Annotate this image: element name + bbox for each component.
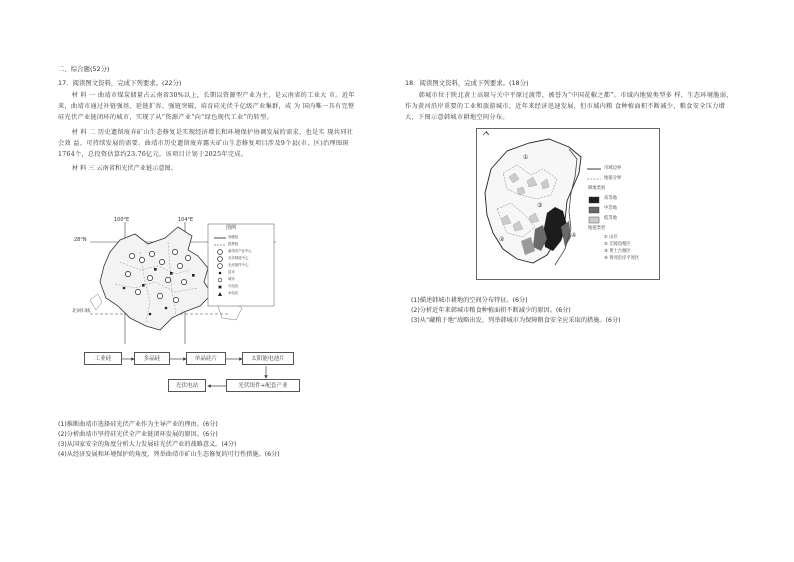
legend-item: 光伏组件中心	[228, 263, 249, 267]
q17-subq-2: (2)分析曲靖市坚持硅光伏全产业链闭环发展的原因。(6分)	[58, 430, 218, 438]
q18-heading: 18．阅读图文资料，完成下列要求。(18分)	[405, 79, 529, 87]
map-tropic-label: 北回归线	[72, 309, 91, 314]
question-17-column	[58, 64, 358, 175]
svg-text:③: ③	[537, 202, 543, 209]
q17-material-1: 材 料 一 曲靖市煤炭储量占云南省30%以上，长期以资源型产业为主，是云南省的工业大 市。近年来，曲靖市通过补链强基、延链扩容、强链突破，培育硅光伏千亿级产业集群，成 为 国内唯一具有完整硅光伏产业链闭环的城市，实现了从“资源产业”向“绿色现代工业”的转型。	[58, 92, 355, 122]
legend-landform-title: 地貌类型	[588, 226, 606, 231]
q17-sub-questions	[58, 420, 358, 460]
legend-landform-2: ② 丘陵沟壑区	[604, 242, 631, 247]
svg-text:②: ②	[499, 236, 505, 243]
flow-polysilicon: 多晶硅	[134, 352, 170, 365]
flow-pv-module: 光伏组件+配套产业	[226, 379, 300, 392]
section-title: 二、综合题(52分)	[58, 65, 110, 73]
q17-subq-3: (3)从国家安全的角度分析大力发展硅光伏产业的战略意义。(4分)	[58, 440, 237, 448]
yunnan-map	[72, 217, 276, 344]
legend-landform-4: ④ 黄河沿岸平原区	[604, 256, 640, 261]
flow-solar-cell: 太阳能电池片	[242, 352, 294, 365]
legend-landform-1: ① 山区	[604, 235, 618, 240]
legend-low-grade: 低等地	[604, 216, 617, 221]
q17-material-2: 材 料 二 历史遗留废弃矿山生态修复是实现经济增长和环境保护协调发展的需求，也是实 现共同社会效 益、可持续发展的需要。曲靖市历史遗留废弃露天矿山生态修复项目涉及9个县(市、区)治理图斑1764个，总投资估算约23.76亿元。该项目计划于2025年完成。	[58, 128, 354, 158]
q18-sub-questions	[411, 296, 741, 326]
legend-landform-boundary: 地貌分界	[604, 176, 622, 181]
q17-subq-1: (1)推断曲靖市选择硅光伏产业作为主导产业的理由。(6分)	[58, 421, 218, 428]
map-legend-title: 图例	[226, 225, 237, 231]
map-lon-104: 104°E	[178, 217, 194, 223]
map-lat-28: 28°N	[74, 237, 87, 243]
hancheng-farmland-map	[476, 128, 660, 280]
legend-item: 国界线	[228, 242, 239, 246]
legend-item: 省级线	[228, 235, 239, 239]
flow-industrial-silicon: 工业硅	[84, 352, 122, 365]
hancheng-legend	[588, 164, 660, 262]
legend-mid-grade: 中等地	[604, 206, 617, 211]
legend-item: 水电站	[228, 291, 239, 295]
map-lon-100: 100°E	[114, 217, 130, 223]
map-legend-list	[228, 234, 274, 297]
question-18-column	[405, 78, 735, 128]
legend-high-grade: 高等地	[604, 196, 617, 201]
q17-subq-4: (4)从经济发展和环境保护的角度，列举曲靖市矿山生态修复的可行性措施。(6分)	[58, 450, 280, 458]
legend-item: 城市	[228, 277, 235, 281]
q18-subq-2: (2)分析近年来韩城市粮食种植面积不断减少的原因。(6分)	[411, 306, 571, 314]
legend-item: 光伏制造中心	[228, 256, 249, 260]
pv-industry-flowchart	[84, 352, 304, 404]
q18-subq-3: (3)从“藏粮于地”战略出发，列举韩城市为保障粮食安全应采取的措施。(6分)	[411, 316, 621, 324]
legend-item: 火电站	[228, 284, 239, 288]
legend-landform-3: ③ 黄土台塬区	[604, 249, 631, 254]
svg-text:①: ①	[523, 154, 529, 161]
flow-pv-station: 光伏电站	[168, 379, 206, 392]
flow-monocrystalline-wafer: 单晶硅片	[186, 352, 226, 365]
legend-item: 县市	[228, 270, 235, 274]
q17-heading: 17．阅读图文资料，完成下列要求。(22分)	[58, 79, 182, 88]
legend-city-boundary: 市域边界	[604, 166, 622, 171]
q18-material: 韩城市位于陕北黄土高原与关中平原过渡带，被誉为“中国花椒之都”。市域内地貌类型多 样，生态环境脆弱，作为黄河沿岸重要的工业和旅游城市，近年来经济迅速发展，但市域内粮 食种植面积不断减少，粮食安全压力增大，下图示意韩城市耕地空间分布。	[405, 92, 733, 121]
legend-farmland-title: 耕地类别	[588, 186, 606, 191]
q17-material-3: 材 料 三 云南省和光伏产业链示意图。	[72, 165, 177, 173]
svg-text:④: ④	[571, 232, 577, 239]
legend-item: 曲靖市产业中心	[228, 249, 252, 253]
q18-subq-1: (1)描述韩城市耕地的空间分布特征。(6分)	[411, 297, 528, 304]
